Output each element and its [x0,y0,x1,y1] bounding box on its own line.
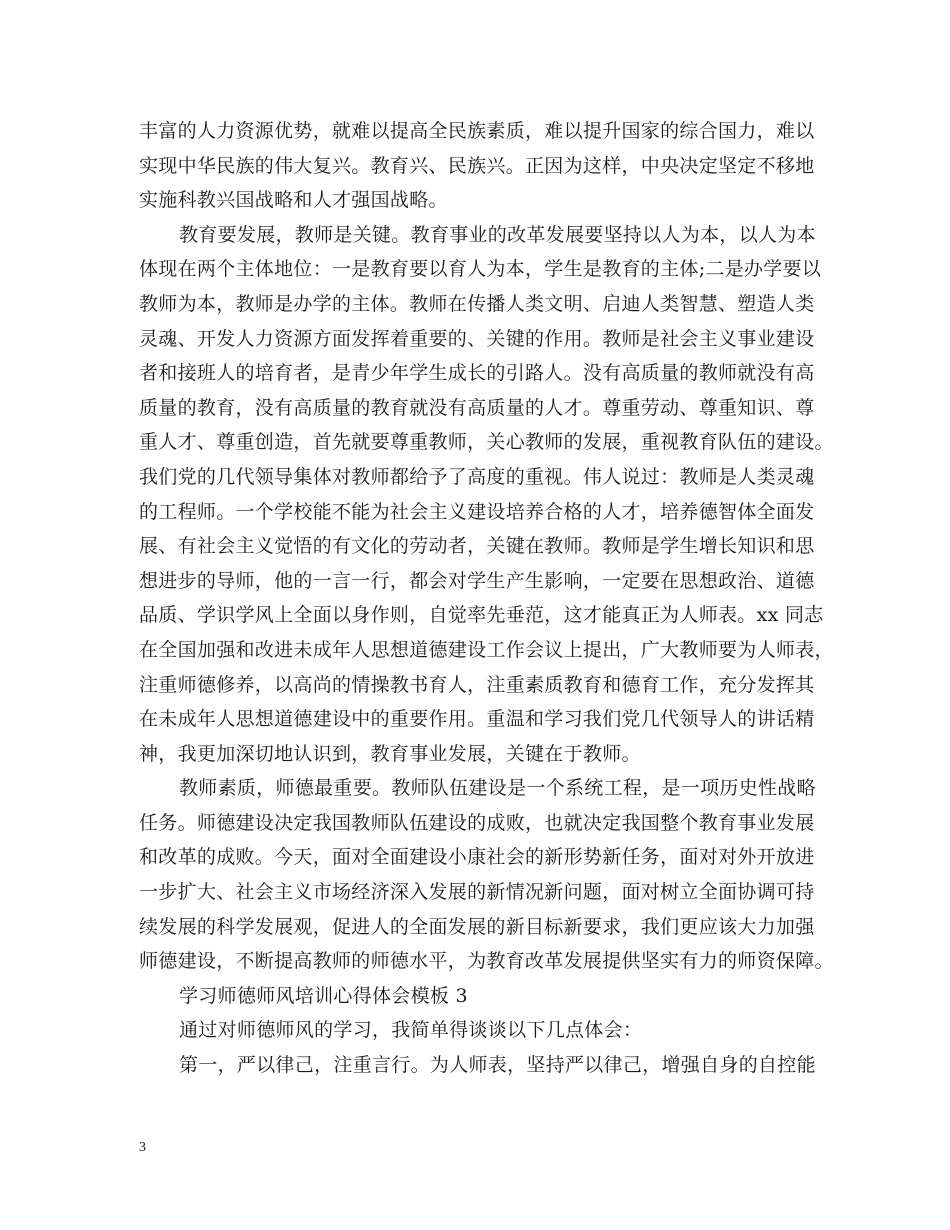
text-line: 师德建设，不断提高教师的师德水平，为教育改革发展提供坚实有力的师资保障。 [139,950,834,973]
text-line: 体现在两个主体地位：一是教育要以育人为本，学生是教育的主体;二是办学要以 [139,258,822,281]
text-line: 的工程师。一个学校能不能为社会主义建设培养合格的人才，培养德智体全面发 [139,500,815,523]
text-line: 在未成年人思想道德建设中的重要作用。重温和学习我们党几代领导人的讲话精 [139,708,815,731]
text-line: 重人才、尊重创造，首先就要尊重教师，关心教师的发展，重视教育队伍的建设。 [139,431,834,454]
text-line: 实施科教兴国战略和人才强国战略。 [139,189,448,212]
text-line: 一步扩大、社会主义市场经济深入发展的新情况新问题，面对树立全面协调可持 [139,881,815,904]
text-line: 实现中华民族的伟大复兴。教育兴、民族兴。正因为这样，中央决定坚定不移地 [139,154,815,177]
text-line: 想进步的导师，他的一言一行，都会对学生产生影响，一定要在思想政治、道德 [139,569,815,592]
page-number: 3 [139,1140,146,1155]
text-line: 丰富的人力资源优势，就难以提高全民族素质，难以提升国家的综合国力，难以 [139,120,815,142]
text-line: 续发展的科学发展观，促进人的全面发展的新目标新要求，我们更应该大力加强 [139,915,815,938]
paragraph-first-line: 教育要发展，教师是关键。教育事业的改革发展要坚持以人为本，以人为本 [179,223,816,246]
text-line: 和改革的成败。今天，面对全面建设小康社会的新形势新任务，面对对外开放进 [139,846,815,869]
text-line: 神，我更加深切地认识到，教育事业发展，关键在于教师。 [139,742,641,765]
text-line: 我们党的几代领导集体对教师都给予了高度的重视。伟人说过：教师是人类灵魂 [139,465,815,488]
paragraph-first-line: 教师素质，师德最重要。教师队伍建设是一个系统工程，是一项历史性战略 [179,777,816,800]
text-line: 注重师德修养，以高尚的情操教书育人，注重素质教育和德育工作，充分发挥其 [139,673,815,696]
text-line: 品质、学识学风上全面以身作则，自觉率先垂范，这才能真正为人师表。xx 同志 [139,604,824,627]
text-line: 教师为本，教师是办学的主体。教师在传播人类文明、启迪人类智慧、塑造人类 [139,292,815,315]
document-body [139,114,834,1083]
text-line: 灵魂、开发人力资源方面发挥着重要的、关键的作用。教师是社会主义事业建设 [139,327,815,350]
text-line: 在全国加强和改进未成年人思想道德建设工作会议上提出，广大教师要为人师表， [139,638,834,661]
text-line: 展、有社会主义觉悟的有文化的劳动者，关键在教师。教师是学生增长知识和思 [139,535,815,558]
text-line: 任务。师德建设决定我国教师队伍建设的成败，也就决定我国整个教育事业发展 [139,811,815,834]
paragraph-first-line: 通过对师德师风的学习，我简单得谈谈以下几点体会： [179,1019,643,1042]
text-line: 者和接班人的培育者，是青少年学生成长的引路人。没有高质量的教师就没有高 [139,362,815,385]
text-line: 质量的教育，没有高质量的教育就没有高质量的人才。尊重劳动、尊重知识、尊 [139,396,815,419]
paragraph-first-line: 第一，严以律己，注重言行。为人师表，坚持严以律己，增强自身的自控能 [179,1054,816,1077]
section-heading: 学习师德师风培训心得体会模板 3 [179,984,468,1007]
